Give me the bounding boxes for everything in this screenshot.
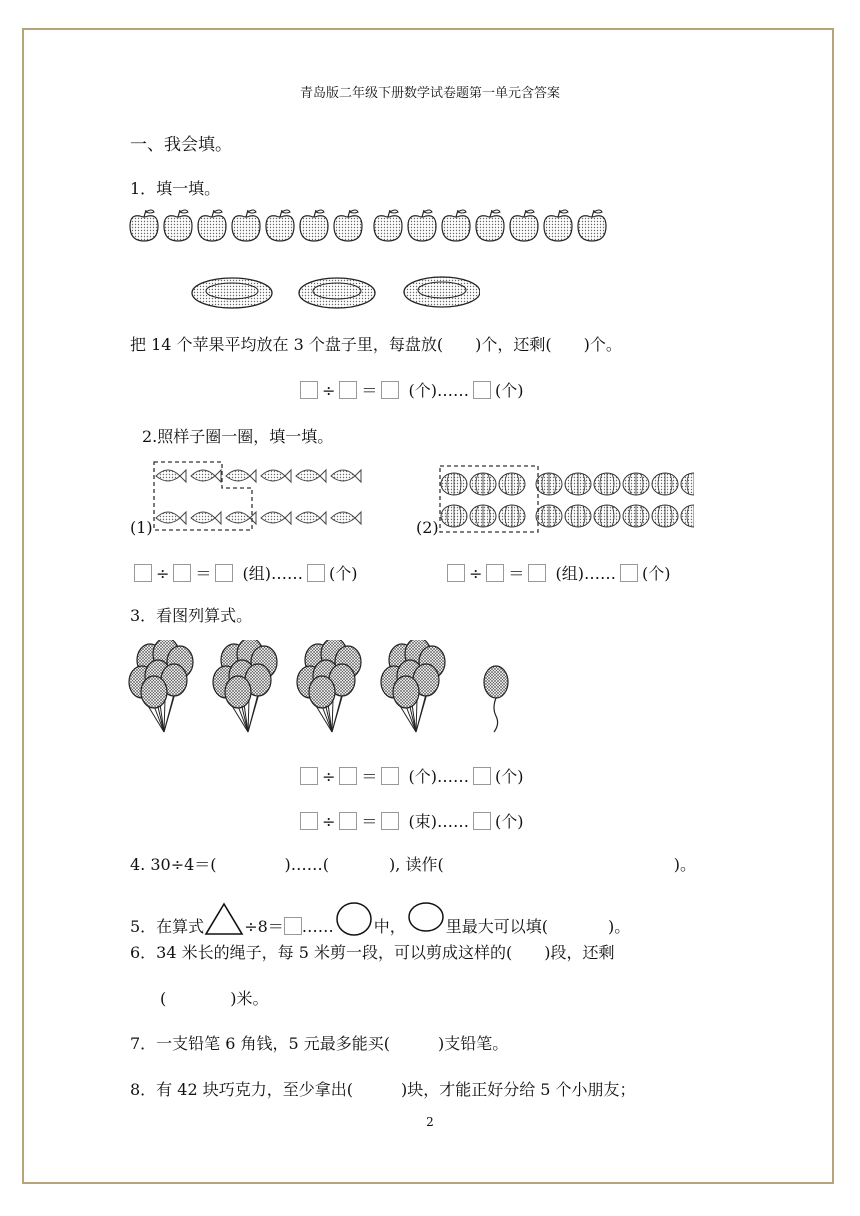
circle-icon [406,902,446,938]
pumpkin-icon [681,473,694,495]
apple-icon [408,210,436,241]
q3-title: 3．看图列算式。 [130,606,253,625]
apple-icon [232,210,260,241]
pumpkin-icon [499,505,525,527]
triangle-icon [204,902,244,936]
q8-line: 8．有 42 块巧克力，至少拿出( )块，才能正好分给 5 个小朋友； [130,1080,636,1099]
answer-box[interactable] [486,564,504,582]
answer-box[interactable] [300,812,318,830]
section-title: 一、我会填。 [130,135,232,155]
pumpkin-icon [441,473,467,495]
answer-box[interactable] [339,767,357,785]
pumpkin-icon [536,473,562,495]
apple-icon [164,210,192,241]
fish-icon [156,512,186,524]
plate-3 [404,277,480,307]
apple-icon [544,210,572,241]
answer-box[interactable] [300,767,318,785]
pumpkin-icon [652,505,678,527]
answer-box[interactable] [339,381,357,399]
q1-title: 1．填一填。 [130,179,221,198]
q2-label-1: (1) [130,518,153,537]
answer-box[interactable] [339,812,357,830]
q4-line: 4. 30÷4＝( )……( ), 读作( )。 [130,855,696,874]
answer-box[interactable] [473,812,491,830]
answer-box[interactable] [284,917,302,935]
page-number: 2 [426,1115,434,1129]
answer-box[interactable] [528,564,546,582]
pumpkin-icon [681,505,694,527]
answer-box[interactable] [134,564,152,582]
apple-row [128,208,618,248]
q1-text: 把 14 个苹果平均放在 3 个盘子里，每盘放( )个，还剩( )个。 [130,335,622,354]
q5-line: 5．在算式 ÷8＝ …… 中， 里最大可以填( )。 [130,902,630,938]
apple-icon [476,210,504,241]
q1-equation: ÷ ＝ (个)…… (个) [298,378,526,401]
plates [190,276,480,316]
pumpkin-icon [565,473,591,495]
pumpkin-icon [594,473,620,495]
balloon-bunch-icon [381,640,445,732]
apple-icon [442,210,470,241]
apple-icon [374,210,402,241]
balloon-bunch-icon [297,640,361,732]
circle-icon [334,902,374,938]
single-balloon [484,666,508,732]
pumpkin-icon [470,473,496,495]
fish-icon [261,470,291,482]
apple-icon [198,210,226,241]
apple-icon [510,210,538,241]
answer-box[interactable] [473,767,491,785]
apple-icon [266,210,294,241]
q2-label-2: (2) [416,518,439,537]
answer-box[interactable] [300,381,318,399]
balloon-bunch-icon [129,640,193,732]
pumpkin-icon [652,473,678,495]
fish-icon [331,470,361,482]
answer-box[interactable] [215,564,233,582]
pumpkin-icon [499,473,525,495]
apple-icon [130,210,158,241]
fish-icon [296,470,326,482]
pumpkin-icon [565,505,591,527]
q7-line: 7．一支铅笔 6 角钱，5 元最多能买( )支铅笔。 [130,1034,509,1053]
page-header: 青岛版二年级下册数学试卷题第一单元含答案 [299,86,560,101]
answer-box[interactable] [620,564,638,582]
answer-box[interactable] [473,381,491,399]
q6-line-1: 6．34 米长的绳子，每 5 米剪一段，可以剪成这样的( )段，还剩 [130,943,615,962]
balloon-bunch-icon [213,640,277,732]
pumpkin-icon [470,505,496,527]
apple-icon [578,210,606,241]
q2-fish-group [150,458,365,534]
fish-icon [261,512,291,524]
pumpkin-icon [441,505,467,527]
q2-equation-2: ÷ ＝ (组)…… (个) [445,561,673,584]
fish-icon [226,470,256,482]
q2-title: 2.照样子圈一圈，填一填。 [142,427,334,446]
q3-equation-1: ÷ ＝ (个)…… (个) [298,764,526,787]
fish-icon [156,470,186,482]
pumpkin-icon [623,505,649,527]
answer-box[interactable] [307,564,325,582]
fish-icon [191,470,221,482]
answer-box[interactable] [173,564,191,582]
answer-box[interactable] [447,564,465,582]
pumpkin-icon [536,505,562,527]
q2-pumpkin-group [438,464,694,536]
apple-icon [334,210,362,241]
pumpkin-icon [594,505,620,527]
plate-1 [192,278,272,308]
apple-icon [300,210,328,241]
fish-icon [296,512,326,524]
q6-line-2: ( )米。 [160,989,269,1008]
balloons [128,640,528,740]
q2-equation-1: ÷ ＝ (组)…… (个) [132,561,360,584]
answer-box[interactable] [381,767,399,785]
pumpkin-icon [623,473,649,495]
q3-equation-2: ÷ ＝ (束)…… (个) [298,809,526,832]
fish-icon [331,512,361,524]
fish-icon [191,512,221,524]
answer-box[interactable] [381,812,399,830]
answer-box[interactable] [381,381,399,399]
plate-2 [299,278,375,308]
